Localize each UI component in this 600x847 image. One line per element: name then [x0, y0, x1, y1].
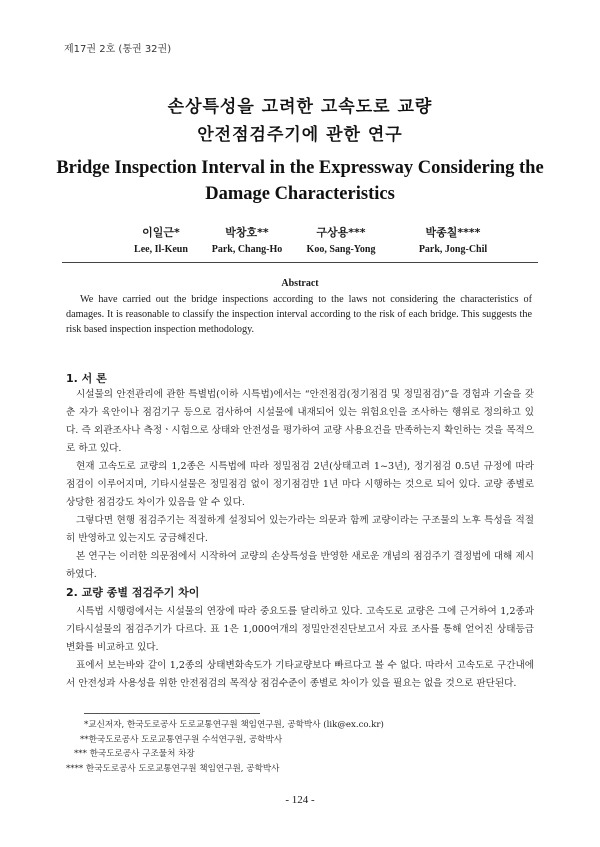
footnote: *** 한국도로공사 구조물처 차장 [74, 749, 195, 759]
author-korean-name: 구상용*** [316, 226, 366, 239]
paragraph: 표에서 보는바와 같이 1,2종의 상태변화속도가 기타교량보다 빠르다고 볼 수 없다. 따라서 고속도로 구간내에서 안전성과 사용성을 위한 안전점검의 목적상 점검수준이 종별로 차이가 있을 필요는 없을 것으로 판단된다. [66, 660, 534, 689]
author-korean-name: 박종칠**** [425, 226, 481, 239]
paragraph: 시특법 시행령에서는 시설물의 연장에 따라 중요도를 달리하고 있다. 고속도로 교량은 그에 근거하여 1,2종과 기타시설물의 점검주기가 다르다. 표 1은 1,000여개의 정밀안전진단보고서 자료 조사를 통해 얻어진 상태등급변화를 비교하고 있다. [66, 606, 534, 653]
abstract-heading: Abstract [281, 278, 319, 289]
abstract-text: We have carried out the bridge inspections according to the laws not considering the characteristics of damages. It is reasonable to classify the inspection interval according to the risk of each bridge. This suggests the risk based inspection inspection methodology. [66, 294, 532, 335]
paragraph: 본 연구는 이러한 의문점에서 시작하여 교량의 손상특성을 반영한 새로운 개념의 점검주기 결정법에 대해 제시하였다. [66, 551, 534, 580]
paragraph: 그렇다면 현행 점검주기는 적절하게 설정되어 있는가라는 의문과 함께 교량이라는 구조물의 노후 특성을 적절히 반영하고 있는지도 궁금해진다. [66, 515, 534, 544]
footnote: **한국도로공사 도로교통연구원 수석연구원, 공학박사 [80, 734, 283, 745]
section-2-heading: 2. 교량 종별 점검주기 차이 [66, 586, 200, 599]
author-korean-name: 박창호** [225, 226, 269, 239]
author-english-name: Park, Jong-Chil [418, 244, 488, 255]
title-divider [62, 262, 538, 263]
footnote-divider [84, 713, 260, 714]
footnote: **** 한국도로공사 도로교통연구원 책임연구원, 공학박사 [66, 763, 280, 774]
english-title-line-1: Bridge Inspection Interval in the Expressway Considering the [56, 158, 544, 178]
author-english-name: Park, Chang-Ho [211, 244, 283, 255]
journal-volume-line: 제17권 2호 (통권 32권) [64, 44, 172, 55]
section-2-body [66, 603, 534, 693]
author-english-name: Lee, Il-Keun [134, 244, 188, 255]
author-english-name: Koo, Sang-Yong [306, 244, 376, 255]
section-1-body [66, 386, 534, 584]
page-number: - 124 - [285, 794, 315, 806]
footnotes [64, 718, 534, 776]
section-1-heading: 1. 서 론 [66, 372, 107, 385]
korean-title-line-2: 안전점검주기에 관한 연구 [197, 125, 403, 145]
korean-title-line-1: 손상특성을 고려한 고속도로 교량 [167, 97, 433, 117]
english-title-line-2: Damage Characteristics [205, 184, 395, 204]
paragraph: 시설물의 안전관리에 관한 특별법(이하 시특법)에서는 “안전점검(정기점검 및 정밀점검)”을 경험과 기술을 갖춘 자가 육안이나 점검기구 등으로 검사하여 시설물에 내재되어 있는 위험요인을 조사하는 행위로 정의하고 있다. 즉 외관조사나 측정ㆍ시험으로 상태와 안전성을 평가하여 교량 사용요건을 만족하는지 확인하는 것을 목적으로 하고 있다. [66, 389, 534, 454]
paragraph: 현재 고속도로 교량의 1,2종은 시특법에 따라 정밀점검 2년(상태고려 1~3년), 정기점검 0.5년 규정에 따라 점검이 이루어지며, 기타시설물은 정밀점검 없이 정기점검만 1년 마다 시행하는 것으로 되어 있다. 교량 종별로 상당한 점검강도 차이가 있음을 알 수 있다. [66, 461, 534, 508]
author-korean-name: 이일근* [142, 226, 180, 239]
footnote: *교신저자, 한국도로공사 도로교통연구원 책임연구원, 공학박사 (lik@ex.co.kr) [84, 720, 384, 730]
author-4 [388, 224, 518, 255]
author-3 [276, 224, 406, 255]
